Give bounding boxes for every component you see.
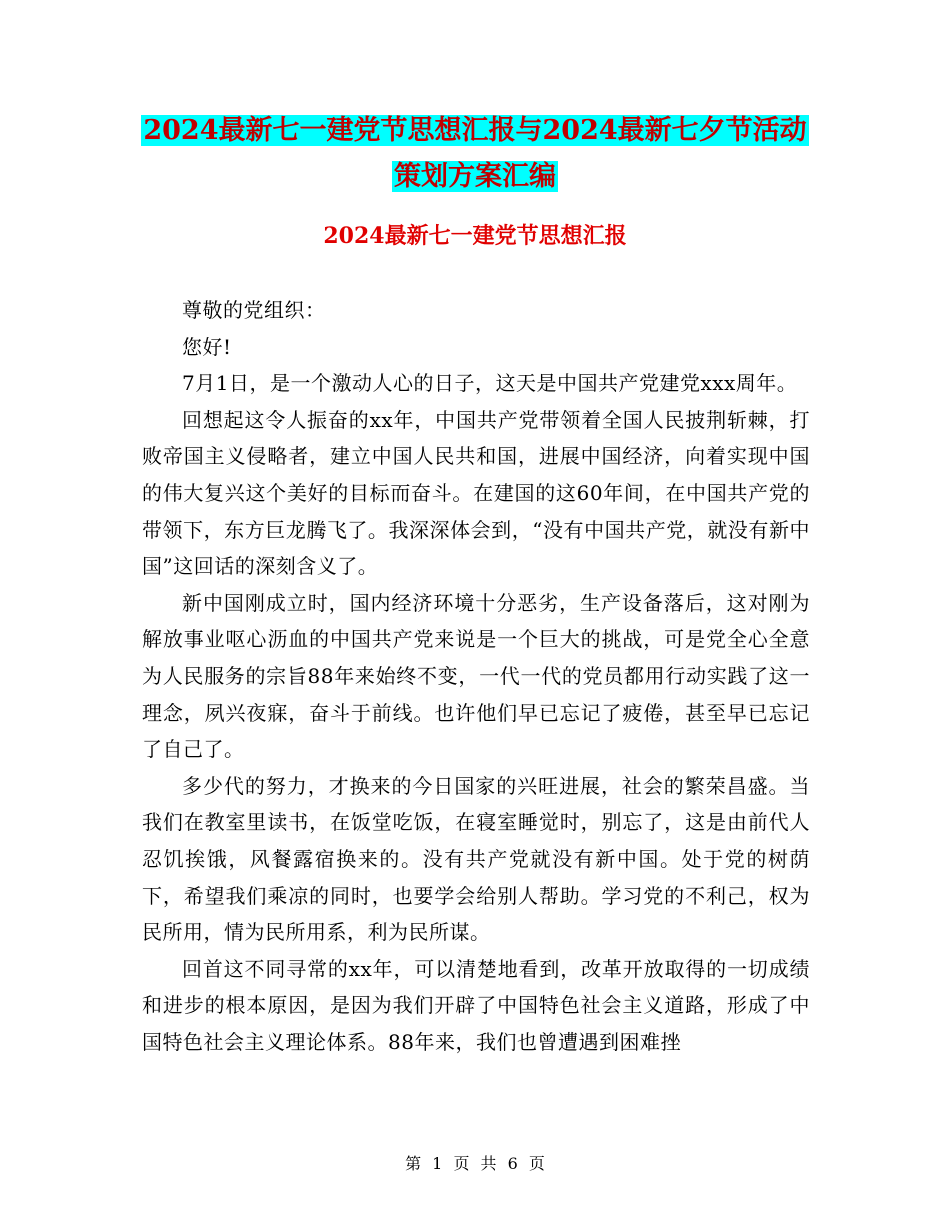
section-title: 2024最新七一建党节思想汇报: [323, 223, 627, 249]
salutation: 尊敬的党组织：: [182, 298, 326, 322]
paragraph-5: 回首这不同寻常的xx年，可以清楚地看到，改革开放取得的一切成绩和进步的根本原因，是因为我们开辟了中国特色社会主义道路，形成了中国特色社会主义理论体系。88年来，我们也曾遭遇到困难挫: [142, 956, 810, 1054]
paragraph-4: 多少代的努力，才换来的今日国家的兴旺进展，社会的繁荣昌盛。当我们在教室里读书，在饭堂吃饭，在寝室睡觉时，别忘了，这是由前代人忍饥挨饿，风餐露宿换来的。没有共产党就没有新中国。处于党的树荫下，希望我们乘凉的同时，也要学会给别人帮助。学习党的不利己，权为民所用，情为民所用系，利为民所谋。: [142, 773, 810, 945]
paragraph-2: 回想起这令人振奋的xx年，中国共产党带领着全国人民披荆斩棘，打败帝国主义侵略者，建立中国人民共和国，进展中国经济，向着实现中国的伟大复兴这个美好的目标而奋斗。在建国的这60年间，在中国共产党的带领下，东方巨龙腾飞了。我深深体会到，“没有中国共产党，就没有新中国”这回话的深刻含义了。: [142, 407, 810, 579]
document-body: [142, 292, 810, 1060]
paragraph-1: 7月1日，是一个激动人心的日子，这天是中国共产党建党xxx周年。: [182, 371, 798, 396]
document-title-line-1: 2024最新七一建党节思想汇报与2024最新七夕节活动: [143, 115, 807, 146]
document-title: [0, 108, 950, 200]
paragraph-3: 新中国刚成立时，国内经济环境十分恶劣，生产设备落后，这对刚为解放事业呕心沥血的中国共产党来说是一个巨大的挑战，可是党全心全意为人民服务的宗旨88年来始终不变，一代一代的党员都用行动实践了这一理念，夙兴夜寐，奋斗于前线。也许他们早已忘记了疲倦，甚至早已忘记了自己了。: [142, 590, 810, 762]
greeting: 您好!: [182, 334, 232, 359]
document-title-line-2: 策划方案汇编: [394, 161, 556, 192]
page-number-footer: 第 1 页 共 6 页: [405, 1154, 545, 1173]
